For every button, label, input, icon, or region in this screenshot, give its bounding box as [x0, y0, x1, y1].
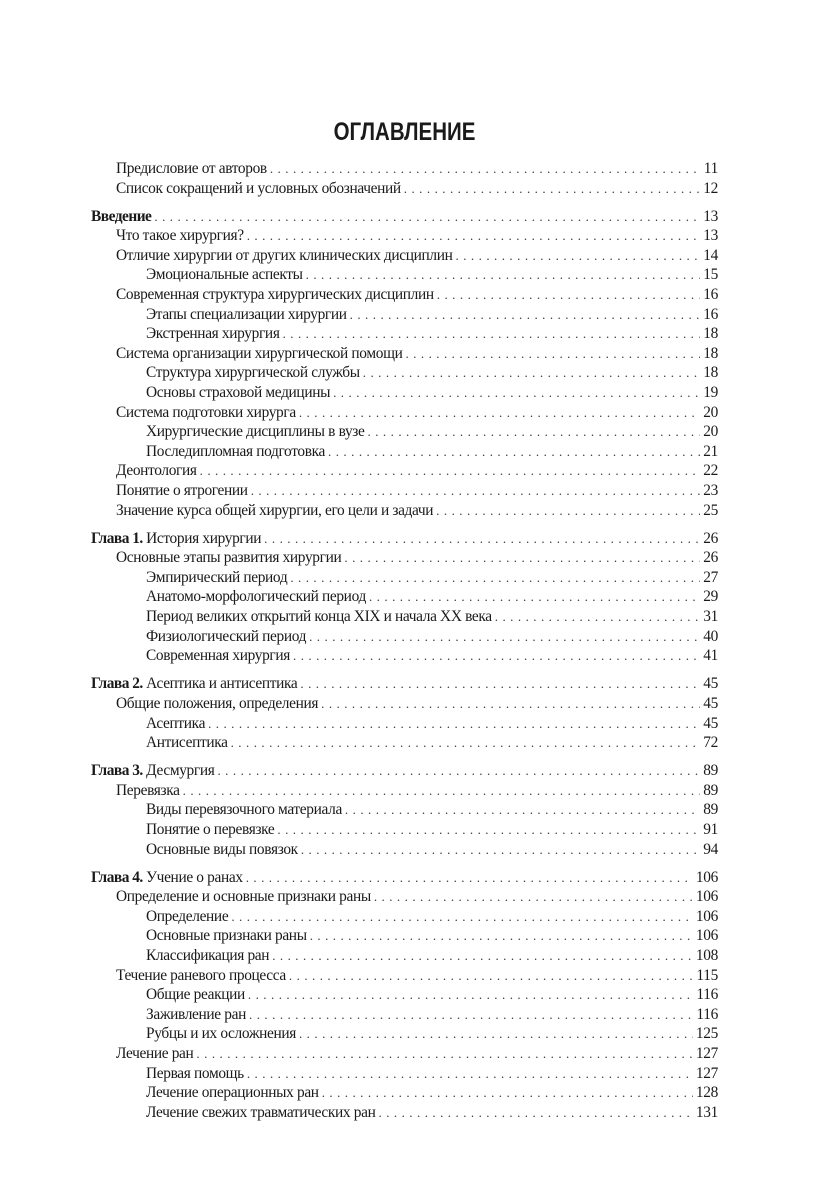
toc-entry-label	[146, 1005, 249, 1025]
toc-subsection-entry[interactable]	[91, 383, 718, 403]
dot-leader	[350, 305, 701, 325]
toc-entry-title: Десмургия	[146, 762, 215, 780]
toc-page-number: 13	[703, 227, 718, 245]
toc-entry-label	[116, 285, 437, 305]
toc-entry-title: Заживление ран	[146, 1005, 247, 1023]
toc-page-number: 91	[703, 821, 718, 838]
toc-page-number: 29	[703, 588, 718, 606]
toc-subsection-entry[interactable]	[91, 1103, 718, 1123]
dot-leader	[301, 840, 700, 860]
toc-entry-title: Предисловие от авторов	[116, 160, 267, 177]
dot-leader	[264, 529, 700, 549]
toc-entry-label	[116, 501, 436, 521]
toc-entry-label	[91, 761, 217, 781]
toc-entry-title: Основные этапы развития хирургии	[116, 549, 342, 567]
toc-page-number: 127	[695, 1064, 718, 1082]
toc-entry-title: Первая помощь	[146, 1064, 244, 1082]
dot-leader	[248, 985, 693, 1005]
toc-subsection-entry[interactable]	[91, 907, 718, 927]
toc-entry-title: Асептика и антисептика	[146, 675, 298, 693]
toc-group	[91, 674, 718, 752]
toc-entry-label	[146, 587, 369, 607]
dot-leader	[277, 820, 700, 840]
toc-subsection-entry[interactable]	[91, 946, 718, 966]
toc-entry-title: Асептика	[146, 714, 206, 732]
toc-entry-label	[146, 422, 368, 442]
toc-entry-label	[116, 887, 374, 907]
toc-subsection-entry[interactable]	[91, 568, 718, 588]
toc-entry-title: Значение курса общей хирургии, его цели и задачи	[116, 501, 434, 519]
toc-chapter-entry[interactable]	[91, 761, 718, 781]
page-title: ОГЛАВЛЕНИЕ	[333, 118, 476, 146]
toc-entry-prefix: Глава 3.	[91, 762, 147, 780]
toc-page-number: 89	[703, 762, 718, 780]
toc-entry-title: Лечение операционных ран	[146, 1084, 319, 1102]
dot-leader	[208, 714, 700, 734]
toc-entry-label	[146, 646, 293, 666]
toc-section-entry[interactable]	[91, 461, 718, 481]
dot-leader	[328, 442, 700, 462]
toc-entry-title: Рубцы и их осложнения	[146, 1025, 296, 1043]
toc-entry-title: Перевязка	[116, 781, 180, 799]
dot-leader	[405, 344, 700, 364]
dot-leader	[196, 1044, 692, 1064]
toc-entry-title: Общие положения, определения	[116, 694, 319, 712]
toc-entry-title: Учение о ранах	[146, 868, 243, 886]
toc-entry-title: Экстренная хирургия	[146, 325, 280, 343]
toc-page-number: 20	[703, 403, 718, 421]
toc-page-number: 116	[696, 1005, 718, 1023]
toc-entry-title: Определение и основные признаки раны	[116, 888, 371, 906]
toc-page-number: 106	[695, 927, 718, 945]
toc-subsection-entry[interactable]	[91, 324, 718, 344]
toc-page-number: 11	[703, 160, 718, 177]
toc-subsection-entry[interactable]	[91, 265, 718, 285]
toc-entry-title: Физиологический период	[146, 627, 307, 645]
toc-entry-label	[146, 1024, 299, 1044]
toc-page-number: 19	[703, 384, 718, 402]
toc-entry-label	[146, 714, 208, 734]
toc-page-number: 25	[703, 501, 718, 519]
dot-leader	[369, 587, 700, 607]
toc-entry-title: Что такое хирургия?	[116, 227, 244, 245]
toc-subsection-entry[interactable]	[91, 1024, 718, 1044]
toc-list	[91, 159, 718, 1122]
dot-leader	[363, 363, 700, 383]
toc-entry-title: Хирургические дисциплины в вузе	[146, 423, 365, 441]
dot-leader	[379, 1103, 693, 1123]
toc-entry-label	[91, 529, 264, 549]
toc-entry-label	[146, 907, 231, 927]
toc-page-number: 27	[703, 568, 718, 586]
toc-section-entry[interactable]	[91, 226, 718, 246]
toc-entry-label	[146, 946, 272, 966]
toc-page-number: 94	[703, 840, 718, 858]
toc-entry-label	[91, 868, 246, 888]
toc-entry-title: Этапы специализации хирургии	[146, 305, 347, 323]
toc-entry-prefix: Глава 4.	[91, 868, 147, 886]
toc-page-number: 41	[703, 647, 718, 665]
toc-subsection-entry[interactable]	[91, 627, 718, 647]
toc-entry-title: Понятие о перевязке	[146, 821, 275, 838]
toc-page-number: 116	[696, 986, 718, 1004]
dot-leader	[299, 1024, 693, 1044]
toc-page-number: 45	[703, 714, 718, 732]
toc-subsection-entry[interactable]	[91, 840, 718, 860]
toc-page-number: 40	[703, 627, 718, 645]
dot-leader	[300, 674, 700, 694]
dot-leader	[247, 226, 701, 246]
toc-entry-title: Понятие о ятрогении	[116, 482, 248, 499]
toc-entry-label	[146, 627, 309, 647]
toc-entry-label	[116, 548, 344, 568]
toc-subsection-entry[interactable]	[91, 305, 718, 325]
toc-entry-title: Система организации хирургической помощи	[116, 344, 403, 362]
dot-leader	[437, 285, 700, 305]
toc-chapter-entry[interactable]	[91, 529, 718, 549]
toc-page-number: 106	[695, 868, 718, 886]
toc-page-number: 89	[703, 781, 718, 799]
toc-page-number: 23	[703, 482, 718, 499]
toc-page-number: 26	[703, 529, 718, 547]
dot-leader	[310, 926, 693, 946]
toc-subsection-entry[interactable]	[91, 985, 718, 1005]
toc-subsection-entry[interactable]	[91, 587, 718, 607]
toc-entry-label	[146, 363, 363, 383]
toc-entry-label	[116, 159, 270, 179]
toc-entry-prefix: Глава 2.	[91, 675, 147, 693]
toc-page-number: 72	[703, 734, 718, 752]
dot-leader	[183, 781, 701, 801]
toc-section-entry[interactable]	[91, 159, 718, 179]
dot-leader	[322, 1083, 693, 1103]
toc-page-number: 22	[703, 462, 718, 480]
toc-page-number: 125	[695, 1025, 718, 1043]
toc-subsection-entry[interactable]	[91, 714, 718, 734]
toc-entry-title: Лечение ран	[116, 1045, 194, 1063]
dot-leader	[299, 403, 700, 423]
dot-leader	[345, 800, 700, 820]
toc-entry-label	[146, 305, 350, 325]
dot-leader	[251, 481, 701, 501]
toc-page-number: 14	[703, 246, 718, 264]
toc-entry-title: Последипломная подготовка	[146, 442, 326, 460]
toc-section-entry[interactable]	[91, 887, 718, 907]
toc-page-number: 26	[703, 549, 718, 567]
toc-page-number: 31	[703, 608, 718, 626]
toc-chapter-entry[interactable]	[91, 868, 718, 888]
dot-leader	[344, 548, 700, 568]
toc-chapter-entry[interactable]	[91, 207, 718, 227]
toc-entry-title: Анатомо-морфологический период	[146, 588, 366, 606]
toc-entry-title: Антисептика	[146, 734, 228, 752]
toc-subsection-entry[interactable]	[91, 363, 718, 383]
toc-entry-label	[146, 840, 301, 860]
toc-group	[91, 159, 718, 198]
toc-page-number: 45	[703, 675, 718, 693]
toc-page-number: 21	[703, 442, 718, 460]
toc-entry-label	[146, 383, 333, 403]
toc-section-entry[interactable]	[91, 781, 718, 801]
toc-subsection-entry[interactable]	[91, 820, 718, 840]
dot-leader	[249, 1005, 693, 1025]
toc-page-number: 131	[695, 1103, 718, 1121]
toc-section-entry[interactable]	[91, 501, 718, 521]
toc-entry-label	[146, 820, 277, 840]
toc-section-entry[interactable]	[91, 285, 718, 305]
toc-section-entry[interactable]	[91, 1044, 718, 1064]
dot-leader	[321, 694, 700, 714]
dot-leader	[293, 646, 700, 666]
toc-entry-label	[116, 226, 247, 246]
toc-entry-title: Эмоциональные аспекты	[146, 266, 303, 284]
toc-entry-label	[146, 442, 328, 462]
toc-chapter-entry[interactable]	[91, 674, 718, 694]
toc-entry-label	[91, 207, 154, 227]
toc-entry-label	[146, 324, 283, 344]
toc-entry-label	[146, 265, 306, 285]
toc-page-number: 89	[703, 801, 718, 819]
toc-page-number: 108	[695, 947, 718, 965]
toc-subsection-entry[interactable]	[91, 733, 718, 753]
toc-subsection-entry[interactable]	[91, 800, 718, 820]
toc-entry-prefix: Введение	[91, 207, 152, 225]
dot-leader	[270, 159, 701, 179]
toc-entry-label	[116, 481, 251, 501]
toc-page-number: 13	[703, 207, 718, 225]
toc-entry-label	[116, 781, 183, 801]
toc-entry-label	[116, 344, 405, 364]
toc-entry-label	[146, 733, 231, 753]
toc-entry-title: Система подготовки хирурга	[116, 403, 296, 421]
toc-page-number: 16	[703, 286, 718, 304]
dot-leader	[289, 966, 693, 986]
toc-entry-label	[116, 179, 404, 199]
toc-entry-label	[146, 926, 310, 946]
toc-entry-title: Определение	[146, 907, 229, 925]
dot-leader	[231, 907, 693, 927]
toc-page-number: 12	[703, 179, 718, 197]
toc-page-number: 127	[695, 1045, 718, 1063]
toc-group	[91, 868, 718, 1123]
toc-entry-label	[146, 1083, 322, 1103]
toc-entry-label	[116, 246, 456, 266]
toc-entry-title: Основы страховой медицины	[146, 384, 331, 402]
dot-leader	[283, 324, 701, 344]
toc-page-number: 128	[695, 1084, 718, 1102]
toc-page-number: 45	[703, 694, 718, 712]
toc-entry-title: Список сокращений и условных обозначений	[116, 179, 401, 197]
toc-entry-label	[116, 1044, 196, 1064]
toc-entry-label	[116, 966, 289, 986]
dot-leader	[154, 207, 700, 227]
toc-page-number: 18	[703, 364, 718, 382]
toc-entry-title: Современная хирургия	[146, 647, 290, 665]
toc-group	[91, 207, 718, 521]
toc-entry-prefix: Глава 1.	[91, 529, 147, 547]
toc-page-number: 106	[695, 907, 718, 925]
toc-entry-title: Лечение свежих травматических ран	[146, 1103, 376, 1121]
toc-entry-label	[146, 800, 345, 820]
toc-entry-label	[146, 1103, 379, 1123]
toc-entry-title: Период великих открытий конца XIX и начала XX века	[146, 608, 492, 626]
toc-entry-title: Отличие хирургии от других клинических дисциплин	[116, 246, 453, 264]
toc-section-entry[interactable]	[91, 179, 718, 199]
dot-leader	[436, 501, 700, 521]
dot-leader	[333, 383, 700, 403]
toc-subsection-entry[interactable]	[91, 607, 718, 627]
toc-section-entry[interactable]	[91, 344, 718, 364]
toc-entry-title: Структура хирургической службы	[146, 364, 360, 382]
dot-leader	[456, 246, 701, 266]
toc-subsection-entry[interactable]	[91, 646, 718, 666]
dot-leader	[246, 868, 693, 888]
toc-entry-label	[146, 1064, 247, 1084]
toc-entry-label	[91, 674, 300, 694]
dot-leader	[374, 887, 693, 907]
toc-entry-title: Течение раневого процесса	[116, 966, 286, 984]
dot-leader	[231, 733, 701, 753]
toc-page-number: 18	[703, 325, 718, 343]
toc-entry-title: Деонтология	[116, 462, 197, 480]
toc-entry-label	[146, 985, 248, 1005]
toc-entry-label	[116, 461, 200, 481]
dot-leader	[247, 1064, 693, 1084]
toc-subsection-entry[interactable]	[91, 442, 718, 462]
toc-entry-label	[146, 607, 495, 627]
toc-page-number: 16	[703, 305, 718, 323]
dot-leader	[217, 761, 700, 781]
toc-page-number: 18	[703, 344, 718, 362]
toc-entry-label	[146, 568, 290, 588]
toc-entry-title: Виды перевязочного материала	[146, 801, 342, 819]
toc-entry-label	[116, 694, 321, 714]
dot-leader	[290, 568, 700, 588]
toc-entry-title: Общие реакции	[146, 986, 245, 1004]
toc-entry-title: История хирургии	[146, 529, 262, 547]
toc-entry-title: Основные виды повязок	[146, 840, 298, 858]
toc-subsection-entry[interactable]	[91, 1083, 718, 1103]
dot-leader	[272, 946, 693, 966]
toc-entry-title: Эмпирический период	[146, 568, 288, 586]
dot-leader	[368, 422, 701, 442]
toc-group	[91, 529, 718, 666]
toc-section-entry[interactable]	[91, 694, 718, 714]
table-of-contents	[91, 118, 718, 1131]
toc-subsection-entry[interactable]	[91, 926, 718, 946]
toc-entry-title: Классификация ран	[146, 947, 270, 965]
toc-subsection-entry[interactable]	[91, 422, 718, 442]
dot-leader	[306, 265, 701, 285]
toc-section-entry[interactable]	[91, 246, 718, 266]
toc-page-number: 20	[703, 423, 718, 441]
toc-entry-title: Современная структура хирургических дисциплин	[116, 286, 434, 304]
toc-subsection-entry[interactable]	[91, 1005, 718, 1025]
toc-page-number: 15	[703, 266, 718, 284]
toc-section-entry[interactable]	[91, 481, 718, 501]
dot-leader	[200, 461, 701, 481]
toc-section-entry[interactable]	[91, 966, 718, 986]
toc-entry-label	[116, 403, 299, 423]
dot-leader	[309, 627, 700, 647]
toc-subsection-entry[interactable]	[91, 1064, 718, 1084]
toc-entry-title: Основные признаки раны	[146, 927, 307, 945]
toc-group	[91, 761, 718, 859]
toc-section-entry[interactable]	[91, 403, 718, 423]
toc-page-number: 106	[695, 888, 718, 906]
dot-leader	[495, 607, 700, 627]
toc-page-number: 115	[696, 966, 718, 984]
toc-section-entry[interactable]	[91, 548, 718, 568]
dot-leader	[404, 179, 700, 199]
